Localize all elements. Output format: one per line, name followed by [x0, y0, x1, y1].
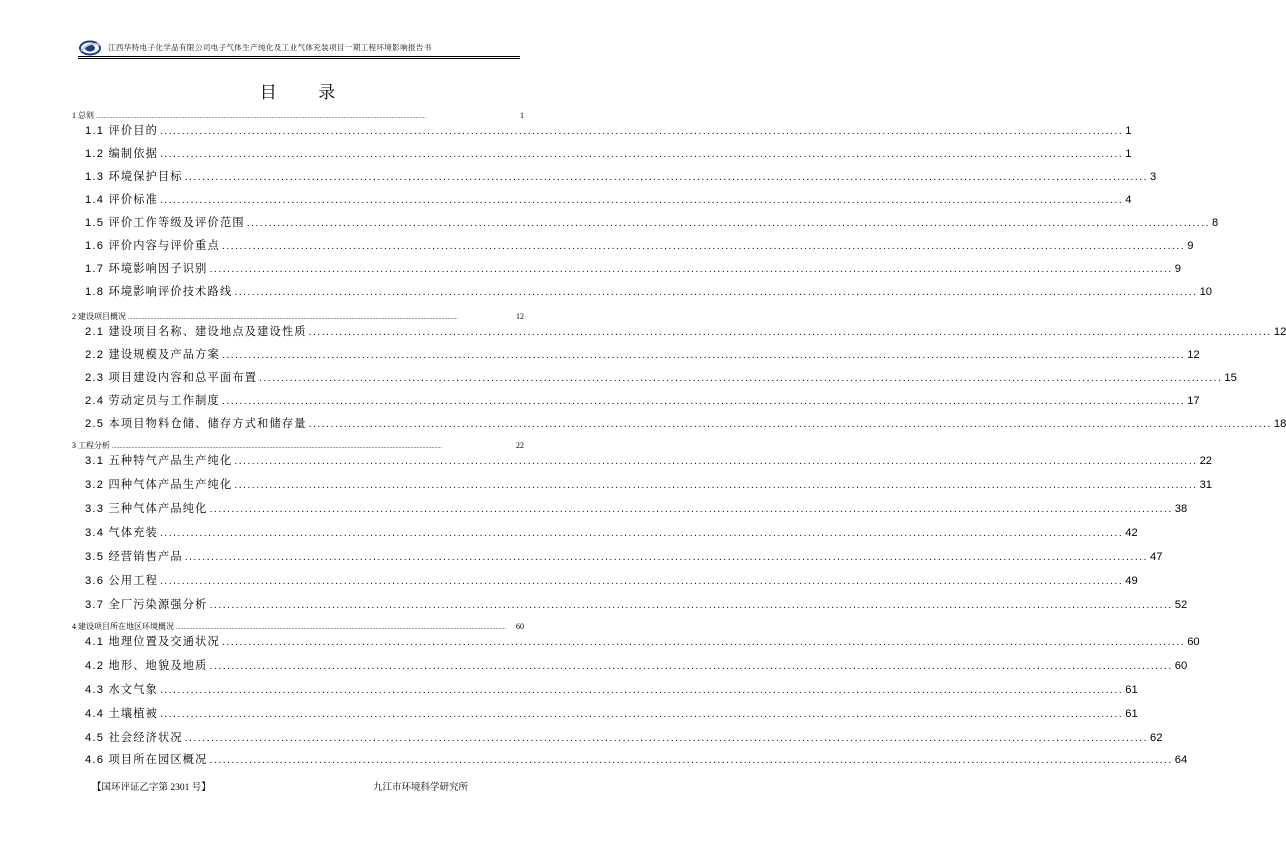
toc-section-entry[interactable] [85, 168, 1157, 184]
toc-leader-dots: ............................................................................................................................................................................................................................ [160, 528, 1124, 539]
page-title: 目 录 [259, 83, 354, 103]
toc-leader-dots: ............................................................................................................................................................................................................................ [128, 315, 458, 321]
toc-entry-label: 2.5 本项目物料仓储、储存方式和储存量 [85, 418, 307, 430]
toc-entry-label: 1.1 评价目的 [85, 125, 159, 137]
toc-leader-dots: ............................................................................................................................................................................................................................ [209, 264, 1173, 275]
toc-entry-label: 2 建设项目概况 [72, 312, 126, 321]
institute-name: 九江市环境科学研究所 [373, 783, 469, 793]
toc-entry-label: 2.4 劳动定员与工作制度 [85, 395, 220, 407]
toc-section-entry[interactable] [85, 572, 1138, 588]
toc-section-entry[interactable] [85, 323, 1286, 339]
toc-chapter-entry[interactable] [72, 440, 524, 451]
page-header [78, 39, 520, 61]
toc-entry-page-number: 17 [1187, 395, 1200, 407]
toc-leader-dots: ............................................................................................................................................................................................................................ [246, 218, 1210, 229]
toc-leader-dots: ............................................................................................................................................................................................................................ [160, 195, 1124, 206]
toc-entry-page-number: 15 [1224, 372, 1237, 384]
toc-entry-page-number: 22 [516, 441, 524, 450]
toc-section-entry[interactable] [85, 500, 1188, 516]
toc-leader-dots: ............................................................................................................................................................................................................................ [160, 685, 1124, 696]
toc-section-entry[interactable] [85, 548, 1163, 564]
toc-entry-label: 4.4 土壤植被 [85, 708, 159, 720]
toc-entry-page-number: 64 [1174, 754, 1188, 766]
toc-entry-label: 2.1 建设项目名称、建设地点及建设性质 [85, 326, 307, 338]
toc-entry-label: 1.8 环境影响评价技术路线 [85, 286, 233, 298]
toc-entry-label: 1.2 编制依据 [85, 148, 159, 160]
toc-entry-page-number: 8 [1211, 217, 1219, 229]
toc-leader-dots: ............................................................................................................................................................................................................................ [160, 126, 1124, 137]
toc-entry-page-number: 38 [1174, 503, 1188, 515]
toc-entry-label: 2.2 建设规模及产品方案 [85, 349, 220, 361]
toc-entry-page-number: 49 [1125, 575, 1138, 587]
toc-leader-dots: ............................................................................................................................................................................................................................ [209, 504, 1173, 515]
toc-entry-label: 4.6 项目所在园区概况 [85, 754, 208, 766]
toc-entry-label: 3.7 全厂污染源强分析 [85, 599, 208, 611]
toc-entry-label: 3 工程分析 [72, 441, 110, 450]
toc-entry-page-number: 9 [1174, 263, 1182, 275]
toc-leader-dots: ............................................................................................................................................................................................................................ [259, 373, 1223, 384]
company-logo-icon [78, 39, 102, 57]
toc-section-entry[interactable] [85, 145, 1132, 161]
toc-entry-label: 4 建设项目所在地区环境概况 [72, 622, 174, 631]
toc-entry-page-number: 18 [1273, 418, 1286, 430]
toc-entry-page-number: 12 [1187, 349, 1200, 361]
toc-leader-dots: ............................................................................................................................................................................................................................ [234, 287, 1198, 298]
toc-entry-label: 4.3 水文气象 [85, 684, 159, 696]
toc-entry-page-number: 52 [1174, 599, 1188, 611]
toc-entry-page-number: 4 [1125, 194, 1132, 206]
toc-entry-label: 1.5 评价工作等级及评价范围 [85, 217, 245, 229]
toc-leader-dots: ............................................................................................................................................................................................................................ [160, 709, 1124, 720]
toc-section-entry[interactable] [85, 524, 1138, 540]
toc-chapter-entry[interactable] [72, 311, 524, 322]
toc-entry-page-number: 47 [1150, 551, 1163, 563]
toc-entry-label: 3.3 三种气体产品纯化 [85, 503, 208, 515]
toc-entry-page-number: 31 [1199, 479, 1213, 491]
toc-leader-dots: ............................................................................................................................................................................................................................ [184, 172, 1149, 183]
toc-section-entry[interactable] [85, 283, 1213, 299]
toc-entry-page-number: 62 [1150, 732, 1163, 744]
toc-section-entry[interactable] [85, 596, 1188, 612]
toc-section-entry[interactable] [85, 369, 1237, 385]
toc-entry-label: 4.5 社会经济状况 [85, 732, 183, 744]
toc-entry-label: 1.4 评价标准 [85, 194, 159, 206]
toc-section-entry[interactable] [85, 415, 1286, 431]
header-rule-thin [78, 58, 520, 59]
header-rule [78, 56, 520, 57]
toc-section-entry[interactable] [85, 392, 1200, 408]
toc-section-entry[interactable] [85, 681, 1138, 697]
toc-entry-page-number: 60 [1187, 636, 1200, 648]
toc-section-entry[interactable] [85, 260, 1182, 276]
toc-entry-label: 2.3 项目建设内容和总平面布置 [85, 372, 258, 384]
toc-leader-dots: ............................................................................................................................................................................................................................ [308, 327, 1272, 338]
toc-section-entry[interactable] [85, 452, 1213, 468]
toc-entry-page-number: 60 [516, 622, 524, 631]
toc-leader-dots: ............................................................................................................................................................................................................................ [234, 456, 1198, 467]
toc-leader-dots: ............................................................................................................................................................................................................................ [112, 444, 442, 450]
toc-leader-dots: ............................................................................................................................................................................................................................ [160, 149, 1124, 160]
header-title: 江西华特电子化学品有限公司电子气体生产纯化及工业气体充装项目一期工程环境影响报告书 [108, 43, 432, 52]
toc-leader-dots: ............................................................................................................................................................................................................................ [160, 576, 1124, 587]
toc-leader-dots: ............................................................................................................................................................................................................................ [221, 241, 1186, 252]
toc-section-entry[interactable] [85, 751, 1188, 767]
toc-entry-page-number: 60 [1174, 660, 1188, 672]
toc-entry-label: 3.5 经营销售产品 [85, 551, 183, 563]
toc-leader-dots: ............................................................................................................................................................................................................................ [184, 733, 1149, 744]
toc-entry-label: 1.6 评价内容与评价重点 [85, 240, 220, 252]
toc-section-entry[interactable] [85, 191, 1132, 207]
toc-section-entry[interactable] [85, 657, 1188, 673]
toc-leader-dots: ............................................................................................................................................................................................................................ [234, 480, 1198, 491]
toc-entry-label: 4.2 地形、地貌及地质 [85, 660, 208, 672]
certificate-number: 【国环评证乙字第 2301 号】 [92, 783, 211, 793]
toc-entry-page-number: 9 [1187, 240, 1194, 252]
toc-entry-page-number: 61 [1125, 684, 1138, 696]
toc-leader-dots: ............................................................................................................................................................................................................................ [209, 661, 1173, 672]
toc-section-entry[interactable] [85, 476, 1213, 492]
toc-section-entry[interactable] [85, 729, 1163, 745]
toc-entry-page-number: 12 [516, 312, 524, 321]
toc-entry-page-number: 3 [1150, 171, 1157, 183]
toc-leader-dots: ............................................................................................................................................................................................................................ [209, 600, 1173, 611]
toc-entry-label: 1.7 环境影响因子识别 [85, 263, 208, 275]
toc-leader-dots: ............................................................................................................................................................................................................................ [221, 350, 1186, 361]
toc-leader-dots: ............................................................................................................................................................................................................................ [96, 114, 426, 120]
toc-entry-label: 3.1 五种特气产品生产纯化 [85, 455, 233, 467]
toc-section-entry[interactable] [85, 633, 1200, 649]
toc-leader-dots: ............................................................................................................................................................................................................................ [221, 637, 1186, 648]
toc-leader-dots: ............................................................................................................................................................................................................................ [209, 755, 1173, 766]
toc-entry-label: 1 总则 [72, 111, 94, 120]
toc-chapter-entry[interactable] [72, 621, 524, 632]
toc-leader-dots: ............................................................................................................................................................................................................................ [221, 396, 1186, 407]
toc-entry-page-number: 1 [1125, 148, 1132, 160]
toc-entry-label: 3.6 公用工程 [85, 575, 159, 587]
toc-leader-dots: ............................................................................................................................................................................................................................ [184, 552, 1149, 563]
toc-entry-page-number: 22 [1199, 455, 1213, 467]
toc-entry-page-number: 12 [1273, 326, 1286, 338]
toc-entry-label: 3.4 气体充装 [85, 527, 159, 539]
toc-section-entry[interactable] [85, 346, 1200, 362]
toc-leader-dots: ............................................................................................................................................................................................................................ [308, 419, 1272, 430]
toc-section-entry[interactable] [85, 214, 1219, 230]
toc-section-entry[interactable] [85, 705, 1138, 721]
toc-leader-dots: ............................................................................................................................................................................................................................ [176, 625, 506, 631]
toc-section-entry[interactable] [85, 237, 1194, 253]
toc-section-entry[interactable] [85, 122, 1132, 138]
toc-entry-page-number: 42 [1125, 527, 1138, 539]
toc-entry-page-number: 1 [520, 111, 524, 120]
toc-entry-page-number: 10 [1199, 286, 1213, 298]
toc-entry-page-number: 1 [1125, 125, 1132, 137]
toc-entry-page-number: 61 [1125, 708, 1138, 720]
toc-entry-label: 3.2 四种气体产品生产纯化 [85, 479, 233, 491]
toc-entry-label: 4.1 地理位置及交通状况 [85, 636, 220, 648]
toc-entry-label: 1.3 环境保护目标 [85, 171, 183, 183]
toc-chapter-entry[interactable] [72, 110, 524, 121]
